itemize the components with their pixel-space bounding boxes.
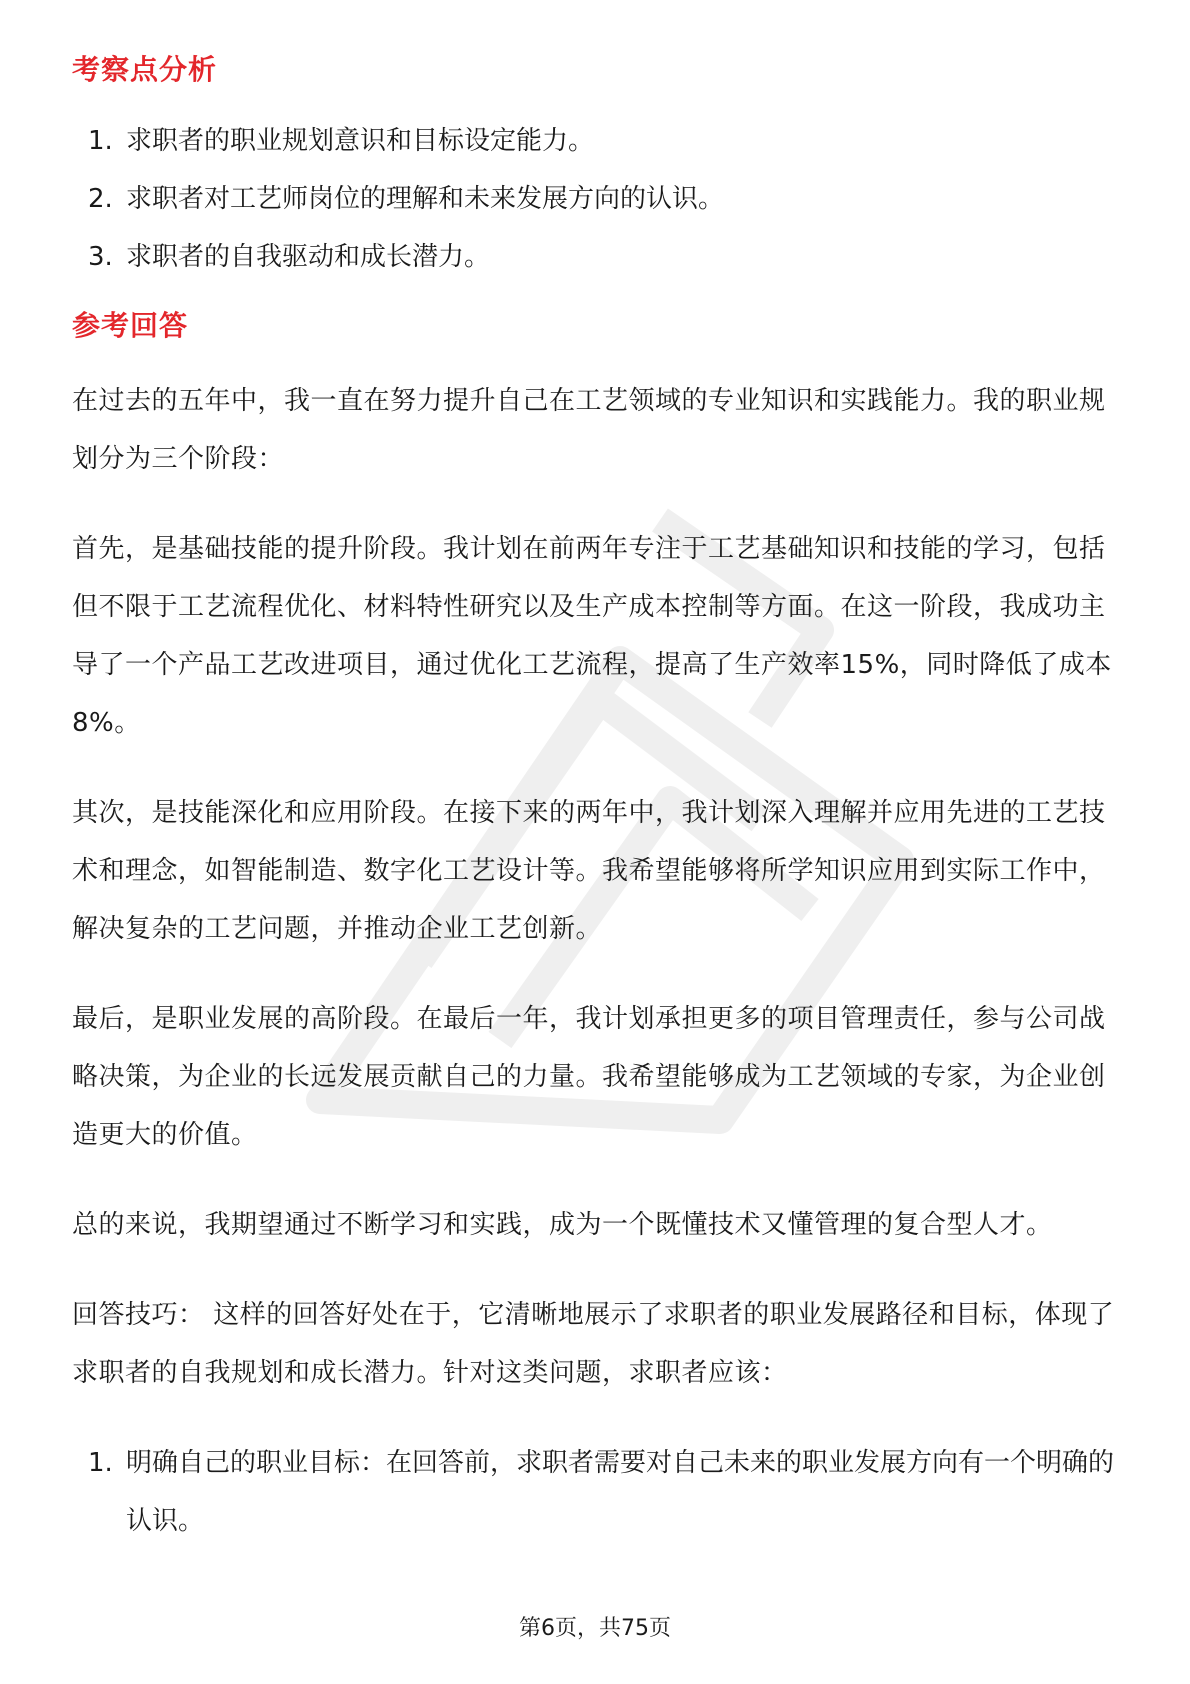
list-item-text: 求职者的职业规划意识和目标设定能力。: [126, 126, 595, 156]
list-item-text: 求职者对工艺师岗位的理解和未来发展方向的认识。: [126, 184, 725, 214]
list-item-text: 求职者的自我驱动和成长潜力。: [126, 242, 491, 272]
page-number-footer: 第6页，共75页: [519, 1616, 671, 1641]
list-item: [72, 170, 1118, 228]
list-item: [72, 112, 1118, 170]
answer-paragraph: 其次，是技能深化和应用阶段。在接下来的两年中，我计划深入理解并应用先进的工艺技术和理念，如智能制造、数字化工艺设计等。我希望能够将所学知识应用到实际工作中，解决复杂的工艺问题，并推动企业工艺创新。: [72, 798, 1106, 944]
tips-list: [72, 1434, 1118, 1550]
list-item-number: 1.: [88, 126, 113, 156]
list-item: [72, 228, 1118, 286]
list-item-number: 2.: [88, 184, 113, 214]
answer-heading: 参考回答: [72, 309, 189, 342]
analysis-list: [72, 112, 1118, 286]
answer-paragraph: 总的来说，我期望通过不断学习和实践，成为一个既懂技术又懂管理的复合型人才。: [72, 1210, 1053, 1240]
list-item-text: 明确自己的职业目标：在回答前，求职者需要对自己未来的职业发展方向有一个明确的认识。: [126, 1448, 1115, 1536]
analysis-heading: 考察点分析: [72, 53, 218, 86]
answer-paragraph: 首先，是基础技能的提升阶段。我计划在前两年专注于工艺基础知识和技能的学习，包括但不限于工艺流程优化、材料特性研究以及生产成本控制等方面。在这一阶段，我成功主导了一个产品工艺改进项目，通过优化工艺流程，提高了生产效率15%，同时降低了成本8%。: [72, 534, 1112, 738]
list-item-number: 1.: [88, 1448, 113, 1478]
list-item: [72, 1434, 1118, 1550]
tips-intro-paragraph: 回答技巧： 这样的回答好处在于，它清晰地展示了求职者的职业发展路径和目标，体现了求职者的自我规划和成长潜力。针对这类问题，求职者应该：: [72, 1300, 1115, 1388]
list-item-number: 3.: [88, 242, 113, 272]
document-content: [72, 50, 1118, 1570]
answer-paragraph: 最后，是职业发展的高阶段。在最后一年，我计划承担更多的项目管理责任，参与公司战略决策，为企业的长远发展贡献自己的力量。我希望能够成为工艺领域的专家，为企业创造更大的价值。: [72, 1004, 1106, 1150]
answer-paragraph: 在过去的五年中，我一直在努力提升自己在工艺领域的专业知识和实践能力。我的职业规划分为三个阶段：: [72, 386, 1106, 474]
